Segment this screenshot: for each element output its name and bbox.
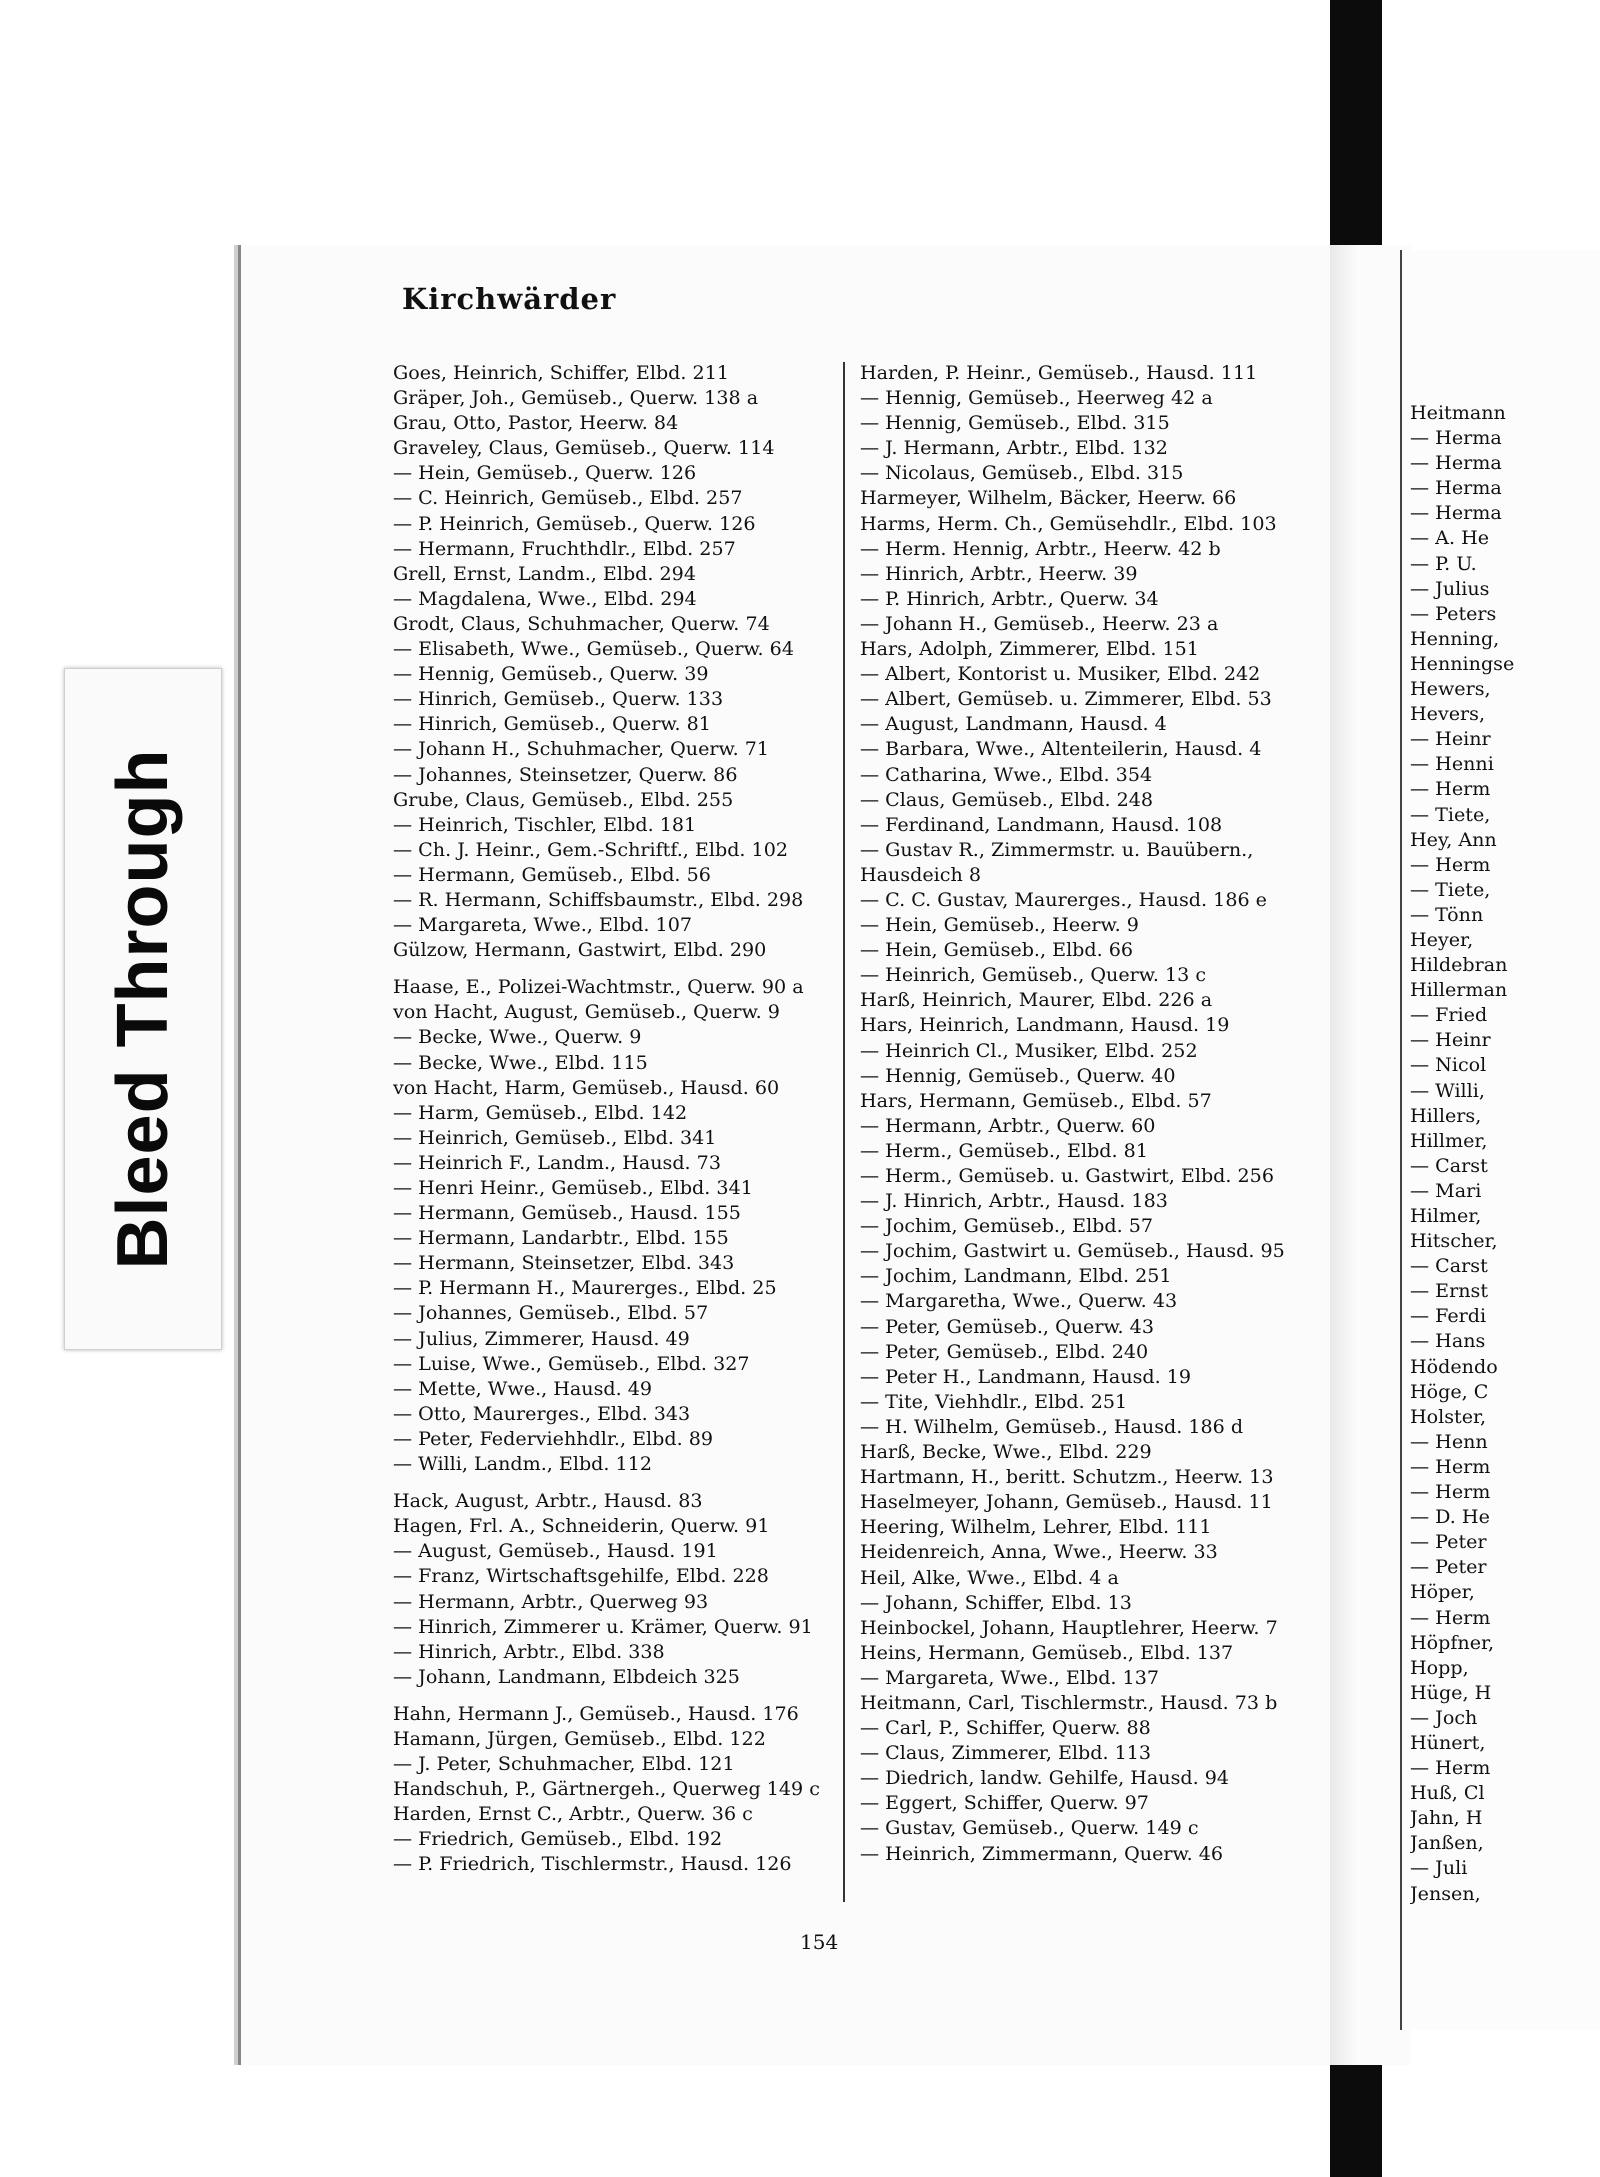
left-column xyxy=(393,360,833,1910)
directory-entry: — Hein, Gemüseb., Heerw. 9 xyxy=(860,913,1139,937)
directory-entry: — Hennig, Gemüseb., Querw. 39 xyxy=(393,662,709,686)
section-gap xyxy=(393,1476,833,1488)
directory-entry: — Hermann, Fruchthdlr., Elbd. 257 xyxy=(393,536,736,560)
directory-entry: Heitmann xyxy=(1410,401,1506,424)
directory-entry: Heinbockel, Johann, Hauptlehrer, Heerw. 7 xyxy=(860,1615,1278,1639)
directory-entry: — P. Hermann H., Maurerges., Elbd. 25 xyxy=(393,1276,777,1300)
directory-entry: — August, Gemüseb., Hausd. 191 xyxy=(393,1539,718,1563)
directory-entry: — Julius xyxy=(1410,576,1490,600)
directory-entry: — Elisabeth, Wwe., Gemüseb., Querw. 64 xyxy=(393,637,794,661)
directory-entry: — Albert, Kontorist u. Musiker, Elbd. 242 xyxy=(860,662,1261,686)
directory-entry: — Peter H., Landmann, Hausd. 19 xyxy=(860,1364,1192,1388)
directory-entry: Heering, Wilhelm, Lehrer, Elbd. 111 xyxy=(860,1515,1212,1539)
directory-entry: — Friedrich, Gemüseb., Elbd. 192 xyxy=(393,1827,723,1851)
directory-entry: Hahn, Hermann J., Gemüseb., Hausd. 176 xyxy=(393,1701,799,1725)
directory-entry: Jensen, xyxy=(1410,1881,1481,1905)
directory-entry: — Ferdinand, Landmann, Hausd. 108 xyxy=(860,812,1223,836)
directory-entry: — Heinr xyxy=(1410,1028,1491,1052)
directory-entry: — Henn xyxy=(1410,1429,1488,1453)
directory-entry: Hünert, xyxy=(1410,1730,1486,1754)
page-gutter xyxy=(1330,245,1360,2065)
directory-entry: — Henri Heinr., Gemüseb., Elbd. 341 xyxy=(393,1176,753,1199)
directory-entry: — Hermann, Gemüseb., Hausd. 155 xyxy=(393,1201,741,1225)
directory-entry: — Magdalena, Wwe., Elbd. 294 xyxy=(393,586,697,610)
directory-entry: — Mari xyxy=(1410,1178,1482,1202)
directory-entry: — Ferdi xyxy=(1410,1304,1487,1328)
directory-entry: — Hermann, Arbtr., Querw. 60 xyxy=(860,1113,1156,1137)
directory-entry: — Heinrich, Gemüseb., Elbd. 341 xyxy=(393,1125,717,1149)
directory-entry: — Julius, Zimmerer, Hausd. 49 xyxy=(393,1326,690,1350)
page-number: 154 xyxy=(800,1930,839,1954)
directory-entry: — Herm xyxy=(1410,777,1491,801)
directory-entry: — Johann, Schiffer, Elbd. 13 xyxy=(860,1590,1132,1614)
directory-entry: — P. U. xyxy=(1410,551,1477,575)
directory-entry: — Ernst xyxy=(1410,1279,1488,1303)
directory-entry: — Joch xyxy=(1410,1705,1478,1729)
directory-entry: — R. Hermann, Schiffsbaumstr., Elbd. 298 xyxy=(393,887,804,911)
directory-entry: Hevers, xyxy=(1410,702,1486,726)
directory-entry: — Tiete, xyxy=(1410,802,1491,826)
directory-entry: — Hennig, Gemüseb., Elbd. 315 xyxy=(860,411,1170,435)
directory-entry: Haselmeyer, Johann, Gemüseb., Hausd. 11 xyxy=(860,1490,1273,1514)
directory-entry: — P. Friedrich, Tischlermstr., Hausd. 126 xyxy=(393,1852,792,1876)
directory-entry: — Jochim, Landmann, Elbd. 251 xyxy=(860,1264,1172,1288)
directory-entry: — Hinrich, Zimmerer u. Krämer, Querw. 91 xyxy=(393,1614,813,1638)
directory-entry: — H. Wilhelm, Gemüseb., Hausd. 186 d xyxy=(860,1414,1244,1438)
directory-entry: — Hans xyxy=(1410,1329,1486,1353)
directory-entry: Grodt, Claus, Schuhmacher, Querw. 74 xyxy=(393,611,770,635)
directory-entry: — Fried xyxy=(1410,1003,1488,1027)
bleed-through-tab xyxy=(64,668,222,1350)
directory-entry: Hödendo xyxy=(1410,1354,1498,1378)
directory-entry: — Heinrich F., Landm., Hausd. 73 xyxy=(393,1150,721,1174)
directory-entry: — Herm., Gemüseb., Elbd. 81 xyxy=(860,1138,1148,1162)
directory-entry: — Peter, Gemüseb., Elbd. 240 xyxy=(860,1339,1149,1363)
directory-entry: — Tite, Viehhdlr., Elbd. 251 xyxy=(860,1389,1128,1413)
directory-entry: Hars, Adolph, Zimmerer, Elbd. 151 xyxy=(860,637,1199,661)
section-gap xyxy=(393,962,833,974)
directory-entry: — Gustav R., Zimmermstr. u. Bauübern., xyxy=(860,837,1254,861)
directory-entry: — Franz, Wirtschaftsgehilfe, Elbd. 228 xyxy=(393,1564,769,1588)
column-divider xyxy=(843,362,845,1902)
directory-entry: — August, Landmann, Hausd. 4 xyxy=(860,712,1167,736)
directory-entry: — Hein, Gemüseb., Querw. 126 xyxy=(393,461,697,485)
directory-entry: — Tönn xyxy=(1410,902,1484,926)
facing-page-fragment xyxy=(1400,250,1600,2030)
directory-entry: — Jochim, Gastwirt u. Gemüseb., Hausd. 95 xyxy=(860,1239,1285,1263)
directory-entry: — Herma xyxy=(1410,476,1502,500)
directory-entry: — Hinrich, Gemüseb., Querw. 133 xyxy=(393,687,724,711)
directory-entry: Hewers, xyxy=(1410,677,1491,701)
directory-entry: — Johannes, Steinsetzer, Querw. 86 xyxy=(393,762,738,786)
directory-entry: — Herm. Hennig, Arbtr., Heerw. 42 b xyxy=(860,536,1221,560)
directory-entry: — J. Hermann, Arbtr., Elbd. 132 xyxy=(860,436,1168,460)
directory-entry: Hildebran xyxy=(1410,953,1508,977)
directory-entry: — Carst xyxy=(1410,1153,1488,1177)
directory-entry: — Herm xyxy=(1410,852,1491,876)
directory-entry: Grell, Ernst, Landm., Elbd. 294 xyxy=(393,561,696,585)
directory-entry: Hagen, Frl. A., Schneiderin, Querw. 91 xyxy=(393,1514,770,1538)
directory-entry: Harms, Herm. Ch., Gemüsehdlr., Elbd. 103 xyxy=(860,511,1277,535)
directory-entry: Harß, Heinrich, Maurer, Elbd. 226 a xyxy=(860,988,1213,1012)
directory-entry: — Becke, Wwe., Querw. 9 xyxy=(393,1025,642,1049)
directory-entry: — Gustav, Gemüseb., Querw. 149 c xyxy=(860,1816,1199,1840)
directory-entry: von Hacht, Harm, Gemüseb., Hausd. 60 xyxy=(393,1075,780,1099)
directory-entry: — Nicolaus, Gemüseb., Elbd. 315 xyxy=(860,461,1184,485)
directory-entry: — Albert, Gemüseb. u. Zimmerer, Elbd. 53 xyxy=(860,687,1272,711)
directory-entry: — Nicol xyxy=(1410,1053,1487,1077)
directory-entry: — Herm xyxy=(1410,1605,1491,1629)
directory-entry: — Heinrich, Tischler, Elbd. 181 xyxy=(393,812,697,836)
directory-entry: — Barbara, Wwe., Altenteilerin, Hausd. 4 xyxy=(860,737,1262,761)
directory-entry: Henning, xyxy=(1410,626,1500,650)
directory-entry: Hillers, xyxy=(1410,1103,1482,1127)
directory-entry: — Henni xyxy=(1410,752,1494,776)
directory-entry: — D. He xyxy=(1410,1505,1490,1529)
directory-entry: — Willi, Landm., Elbd. 112 xyxy=(393,1452,652,1476)
directory-entry: — Hennig, Gemüseb., Querw. 40 xyxy=(860,1063,1176,1087)
directory-entry: Jahn, H xyxy=(1410,1806,1483,1830)
directory-entry: — Peter xyxy=(1410,1530,1487,1554)
directory-entry: — Claus, Gemüseb., Elbd. 248 xyxy=(860,787,1154,811)
directory-entry: — Diedrich, landw. Gehilfe, Hausd. 94 xyxy=(860,1766,1230,1790)
directory-entry: Gülzow, Hermann, Gastwirt, Elbd. 290 xyxy=(393,938,767,962)
directory-entry: — Johann H., Gemüseb., Heerw. 23 a xyxy=(860,611,1219,635)
directory-entry: Hars, Hermann, Gemüseb., Elbd. 57 xyxy=(860,1088,1212,1112)
directory-entry: — Heinrich Cl., Musiker, Elbd. 252 xyxy=(860,1038,1198,1062)
directory-entry: Hilmer, xyxy=(1410,1204,1482,1227)
directory-entry: — Claus, Zimmerer, Elbd. 113 xyxy=(860,1741,1152,1765)
directory-entry: — Peter, Gemüseb., Querw. 43 xyxy=(860,1314,1154,1338)
section-gap xyxy=(393,1689,833,1701)
directory-entry: Hausdeich 8 xyxy=(860,862,981,886)
directory-entry: — Hinrich, Gemüseb., Querw. 81 xyxy=(393,712,711,736)
directory-entry: — Herm xyxy=(1410,1756,1491,1780)
directory-entry: — A. He xyxy=(1410,526,1490,550)
directory-entry: — Mette, Wwe., Hausd. 49 xyxy=(393,1376,653,1400)
directory-entry: — Becke, Wwe., Elbd. 115 xyxy=(393,1050,648,1074)
directory-entry: — P. Heinrich, Gemüseb., Querw. 126 xyxy=(393,511,756,535)
directory-entry: — Johann, Landmann, Elbdeich 325 xyxy=(393,1664,740,1688)
directory-entry: Graveley, Claus, Gemüseb., Querw. 114 xyxy=(393,436,775,460)
directory-entry: — Margareta, Wwe., Elbd. 137 xyxy=(860,1665,1160,1689)
directory-entry: Harden, Ernst C., Arbtr., Querw. 36 c xyxy=(393,1802,753,1826)
directory-entry: Hillmer, xyxy=(1410,1128,1488,1152)
directory-entry: — Hein, Gemüseb., Elbd. 66 xyxy=(860,938,1134,962)
directory-entry: — Herm., Gemüseb. u. Gastwirt, Elbd. 256 xyxy=(860,1164,1274,1187)
directory-entry: Hopp, xyxy=(1410,1655,1469,1679)
directory-entry: — Herma xyxy=(1410,451,1502,475)
directory-entry: — Margaretha, Wwe., Querw. 43 xyxy=(860,1289,1178,1313)
directory-entry: — Peter, Federviehhdlr., Elbd. 89 xyxy=(393,1426,714,1450)
directory-entry: — Catharina, Wwe., Elbd. 354 xyxy=(860,762,1153,786)
directory-entry: Hüge, H xyxy=(1410,1680,1492,1704)
directory-entry: — C. Heinrich, Gemüseb., Elbd. 257 xyxy=(393,486,743,510)
directory-entry: Harden, P. Heinr., Gemüseb., Hausd. 111 xyxy=(860,361,1258,384)
directory-entry: — J. Hinrich, Arbtr., Hausd. 183 xyxy=(860,1189,1168,1213)
directory-entry: Holster, xyxy=(1410,1404,1487,1428)
directory-entry: Heil, Alke, Wwe., Elbd. 4 a xyxy=(860,1565,1119,1589)
directory-entry: — Hinrich, Arbtr., Heerw. 39 xyxy=(860,561,1138,585)
directory-entry: — Heinrich, Zimmermann, Querw. 46 xyxy=(860,1841,1224,1865)
directory-entry: Heidenreich, Anna, Wwe., Heerw. 33 xyxy=(860,1540,1218,1564)
directory-entry: — Tiete, xyxy=(1410,877,1491,901)
directory-entry: Hitscher, xyxy=(1410,1229,1498,1253)
directory-entry: Heitmann, Carl, Tischlermstr., Hausd. 73 b xyxy=(860,1690,1278,1714)
directory-entry: — Johannes, Gemüseb., Elbd. 57 xyxy=(393,1301,709,1325)
directory-entry: — Margareta, Wwe., Elbd. 107 xyxy=(393,913,693,937)
directory-entry: Haase, E., Polizei-Wachtmstr., Querw. 90 a xyxy=(393,975,804,999)
directory-entry: Hillerman xyxy=(1410,978,1508,1002)
directory-entry: Hars, Heinrich, Landmann, Hausd. 19 xyxy=(860,1013,1230,1037)
bleed-through-label: Bleed Through xyxy=(103,748,183,1270)
directory-entry: — Heinrich, Gemüseb., Querw. 13 c xyxy=(860,963,1207,987)
directory-entry: — Peters xyxy=(1410,601,1497,625)
directory-entry: Heins, Hermann, Gemüseb., Elbd. 137 xyxy=(860,1640,1234,1664)
page-title: Kirchwärder xyxy=(402,282,617,316)
directory-entry: Höge, C xyxy=(1410,1379,1489,1403)
directory-entry: — Herm xyxy=(1410,1454,1491,1478)
directory-entry: Höpfner, xyxy=(1410,1630,1495,1654)
directory-entry: Harß, Becke, Wwe., Elbd. 229 xyxy=(860,1440,1152,1464)
directory-entry: — Hennig, Gemüseb., Heerweg 42 a xyxy=(860,386,1213,410)
directory-entry: — Herma xyxy=(1410,501,1502,525)
directory-entry: — Harm, Gemüseb., Elbd. 142 xyxy=(393,1100,688,1124)
directory-entry: — Carst xyxy=(1410,1254,1488,1278)
directory-entry: Harmeyer, Wilhelm, Bäcker, Heerw. 66 xyxy=(860,486,1237,510)
directory-entry: — Hinrich, Arbtr., Elbd. 338 xyxy=(393,1639,665,1663)
directory-entry: Heyer, xyxy=(1410,927,1474,951)
directory-entry: Hey, Ann xyxy=(1410,827,1497,851)
directory-entry: — Luise, Wwe., Gemüseb., Elbd. 327 xyxy=(393,1351,750,1375)
directory-entry: — Johann H., Schuhmacher, Querw. 71 xyxy=(393,737,770,761)
directory-entry: von Hacht, August, Gemüseb., Querw. 9 xyxy=(393,1000,780,1024)
directory-entry: — J. Peter, Schuhmacher, Elbd. 121 xyxy=(393,1752,735,1776)
directory-entry: Huß, Cl xyxy=(1410,1781,1485,1805)
directory-entry: Gräper, Joh., Gemüseb., Querw. 138 a xyxy=(393,386,759,410)
directory-entry: — Hermann, Steinsetzer, Elbd. 343 xyxy=(393,1251,735,1275)
directory-entry: — Carl, P., Schiffer, Querw. 88 xyxy=(860,1716,1151,1740)
directory-entry: — Hermann, Landarbtr., Elbd. 155 xyxy=(393,1226,729,1250)
directory-entry: Janßen, xyxy=(1410,1831,1484,1855)
directory-entry: — Herm xyxy=(1410,1480,1491,1504)
directory-entry: Grube, Claus, Gemüseb., Elbd. 255 xyxy=(393,787,734,811)
right-column xyxy=(860,360,1300,1910)
directory-entry: Hartmann, H., beritt. Schutzm., Heerw. 13 xyxy=(860,1465,1274,1489)
directory-entry: — Eggert, Schiffer, Querw. 97 xyxy=(860,1791,1149,1815)
directory-entry: Hack, August, Arbtr., Hausd. 83 xyxy=(393,1489,703,1513)
directory-entry: Hamann, Jürgen, Gemüseb., Elbd. 122 xyxy=(393,1726,766,1750)
directory-entry: — Hermann, Arbtr., Querweg 93 xyxy=(393,1589,709,1613)
directory-entry: — C. C. Gustav, Maurerges., Hausd. 186 e xyxy=(860,887,1267,911)
directory-entry: Handschuh, P., Gärtnergeh., Querweg 149 c xyxy=(393,1777,820,1801)
directory-entry: Henningse xyxy=(1410,651,1515,675)
directory-entry: — Hermann, Gemüseb., Elbd. 56 xyxy=(393,862,711,886)
facing-page-column xyxy=(1410,400,1600,1906)
directory-entry: Grau, Otto, Pastor, Heerw. 84 xyxy=(393,411,679,435)
directory-entry: — Peter xyxy=(1410,1555,1487,1579)
directory-entry: — Juli xyxy=(1410,1856,1468,1880)
directory-entry: — Ch. J. Heinr., Gem.-Schriftf., Elbd. 102 xyxy=(393,837,789,861)
directory-entry: — Willi, xyxy=(1410,1078,1485,1102)
directory-entry: Höper, xyxy=(1410,1580,1475,1604)
directory-entry: — Herma xyxy=(1410,426,1502,450)
directory-entry: — Heinr xyxy=(1410,727,1491,751)
directory-entry: — P. Hinrich, Arbtr., Querw. 34 xyxy=(860,586,1159,610)
directory-entry: — Otto, Maurerges., Elbd. 343 xyxy=(393,1401,691,1425)
directory-entry: Goes, Heinrich, Schiffer, Elbd. 211 xyxy=(393,361,729,384)
directory-entry: — Jochim, Gemüseb., Elbd. 57 xyxy=(860,1214,1154,1238)
